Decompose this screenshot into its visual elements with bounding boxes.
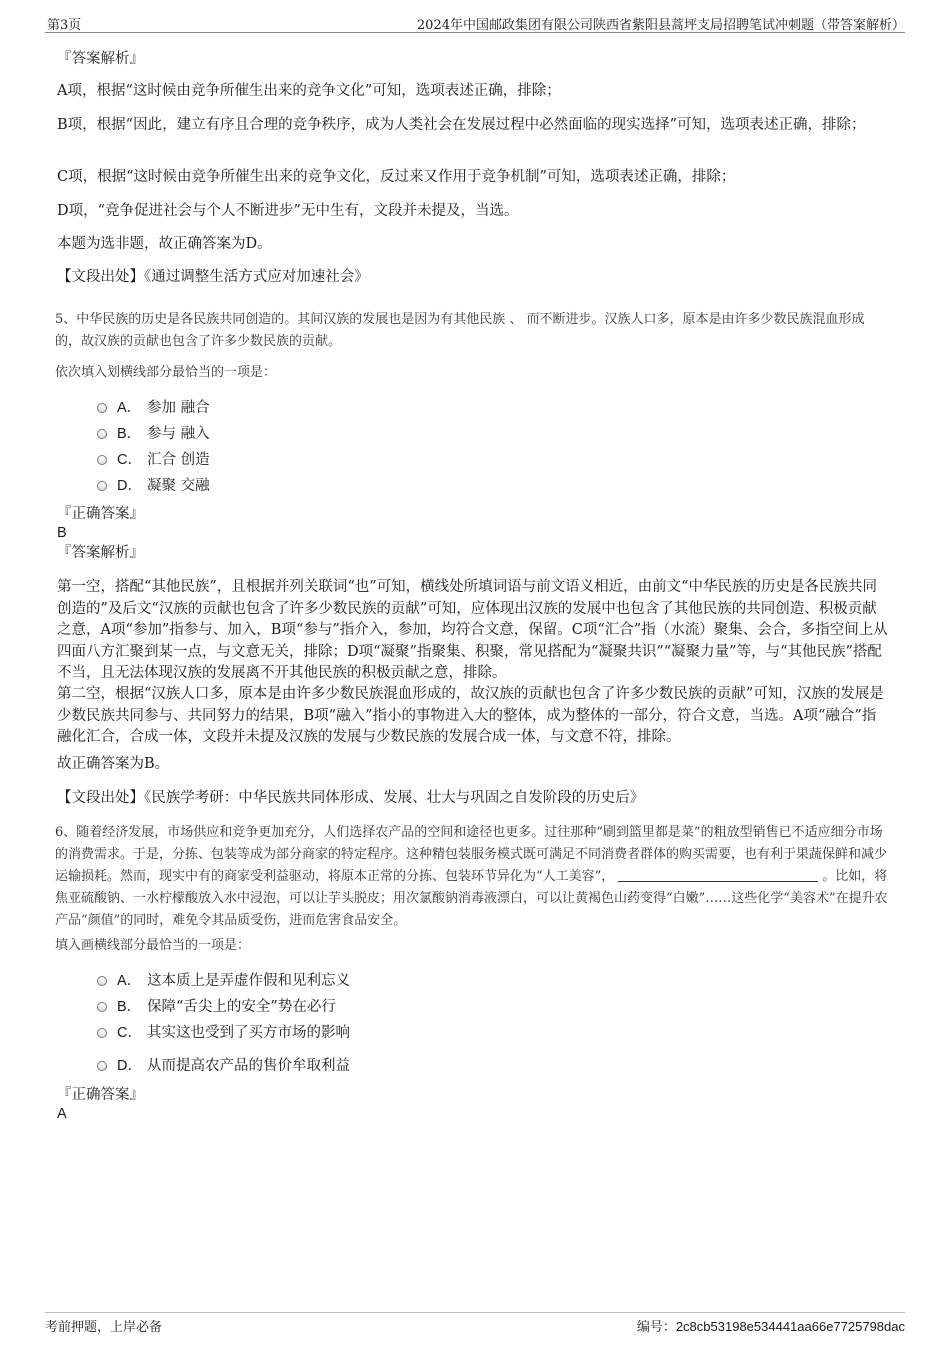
q5-prompt: 依次填入划横线部分最恰当的一项是：: [55, 365, 277, 380]
radio-icon[interactable]: [97, 1028, 107, 1038]
radio-icon[interactable]: [97, 481, 107, 491]
q6-stem: 6、随着经济发展，市场供应和竞争更加充分，人们选择农产品的空间和途径也更多。过往那种“刷到篮里都是菜”的粗放型销售已不适应细分市场的消费需求。于是，分拣、包装等成为部分商家的特定程序。这种精包装服务模式既可满足不同消费者群体的购买需要，也有利于果蔬保鲜和减少运输损耗。然而，现实中有的商家受利益驱动，将原本正常的分拣、包装环节异化为“人工美容”， 。比如，将焦亚硫酸钠、一水柠檬酸放入水中浸泡，可以让芋头脱皮；用次氯酸钠消毒液漂白，可以让黄褐色山药变得“白嫩”……这些化学“美容术”在提升农产品“颜值”的同时，难免令其品质受伤，进而危害食品安全。: [55, 825, 888, 928]
q4-analysis-d: D项，“竞争促进社会与个人不断进步”无中生有，文段并未提及，当选。: [57, 203, 519, 219]
q4-analysis-b: B项，根据“因此，建立有序且合理的竞争秩序，成为人类社会在发展过程中必然面临的现实选择”可知，选项表述正确，排除；: [57, 117, 866, 133]
radio-icon[interactable]: [97, 429, 107, 439]
q5-conclusion: 故正确答案为B。: [57, 756, 170, 772]
q5-answer: B: [57, 525, 67, 541]
q6-answer-title: 『正确答案』: [57, 1087, 144, 1103]
q4-analysis-c: C项，根据“这时候由竞争所催生出来的竞争文化，反过来又作用于竞争机制”可知，选项表述正确，排除；: [57, 169, 736, 185]
q5-option-a[interactable]: A． 参加 融合: [97, 397, 210, 419]
q6-answer: A: [57, 1106, 67, 1122]
footer-slogan: 考前押题，上岸必备: [45, 1320, 163, 1335]
q6-option-a[interactable]: A． 这本质上是弄虚作假和见利忘义: [97, 970, 350, 992]
page-number: 第3页: [47, 18, 82, 33]
page-footer: [45, 1312, 905, 1335]
radio-icon[interactable]: [97, 1002, 107, 1012]
q5-answer-title: 『正确答案』: [57, 506, 144, 522]
q5-analysis-1: 第一空，搭配“其他民族”，且根据并列关联词“也”可知，横线处所填词语与前文语义相近，由前文“中华民族的历史是各民族共同创造的”及后文“汉族的贡献也包含了许多少数民族的贡献”可知，应体现出汉族的发展中也包含了其他民族的共同创造、积极贡献之意，A项“参加”指参与、加入，B项“参与”指介入，参加，均符合文意，保留。C项“汇合”指（水流）聚集、会合，多指空间上从四面八方汇聚到某一点，与文意无关，排除；D项“凝聚”指聚集、积聚，常见搭配为“凝聚共识”“凝聚力量”等，与“其他民族”搭配不当，且无法体现汉族的发展离不开其他民族的积极贡献之意，排除。: [57, 579, 888, 681]
q6-option-d[interactable]: D． 从而提高农产品的售价牟取利益: [97, 1055, 350, 1077]
q6-prompt: 填入画横线部分最恰当的一项是：: [55, 938, 251, 953]
page-header: [45, 10, 905, 33]
q5-analysis-2: 第二空，根据“汉族人口多，原本是由许多少数民族混血形成的，故汉族的贡献也包含了许多少数民族的贡献”可知，汉族的发展是少数民族共同参与、共同努力的结果，B项“融入”指小的事物进入大的整体，成为整体的一部分，符合文意，当选。A项“融合”指融化汇合，合成一体，文段并未提及汉族的发展与少数民族的发展合成一体，与文意不符，排除。: [57, 686, 884, 745]
q4-analysis-a: A项，根据“这时候由竞争所催生出来的竞争文化”可知，选项表述正确，排除；: [57, 83, 561, 99]
q4-source: 【文段出处】《通过调整生活方式应对加速社会》: [57, 269, 369, 285]
q5-option-b[interactable]: B． 参与 融入: [97, 423, 210, 445]
radio-icon[interactable]: [97, 976, 107, 986]
radio-icon[interactable]: [97, 1061, 107, 1071]
document-code: 编号：2c8cb53198e534441aa66e7725798dac: [636, 1319, 905, 1335]
q6-option-c[interactable]: C． 其实这也受到了买方市场的影响: [97, 1022, 350, 1044]
q6-option-b[interactable]: B． 保障“舌尖上的安全”势在必行: [97, 996, 336, 1018]
q5-stem: 5、中华民族的历史是各民族共同创造的。其间汉族的发展也是因为有其他民族 、 而不断进步。汉族人口多，原本是由许多少数民族混血形成的，故汉族的贡献也包含了许多少数民族的贡献。: [55, 312, 865, 349]
q5-analysis-title: 『答案解析』: [57, 545, 144, 561]
q5-option-c[interactable]: C． 汇合 创造: [97, 449, 210, 471]
radio-icon[interactable]: [97, 455, 107, 465]
radio-icon[interactable]: [97, 403, 107, 413]
q5-option-d[interactable]: D． 凝聚 交融: [97, 475, 210, 497]
q5-source: 【文段出处】《民族学考研：中华民族共同体形成、发展、壮大与巩固之自发阶段的历史后》: [57, 790, 645, 806]
document-title: 2024年中国邮政集团有限公司陕西省紫阳县蒿坪支局招聘笔试冲刺题（带答案解析）: [416, 18, 905, 33]
q4-analysis-title: 『答案解析』: [57, 51, 144, 67]
fill-blank: [618, 869, 818, 882]
q4-conclusion: 本题为选非题，故正确答案为D。: [57, 236, 272, 252]
